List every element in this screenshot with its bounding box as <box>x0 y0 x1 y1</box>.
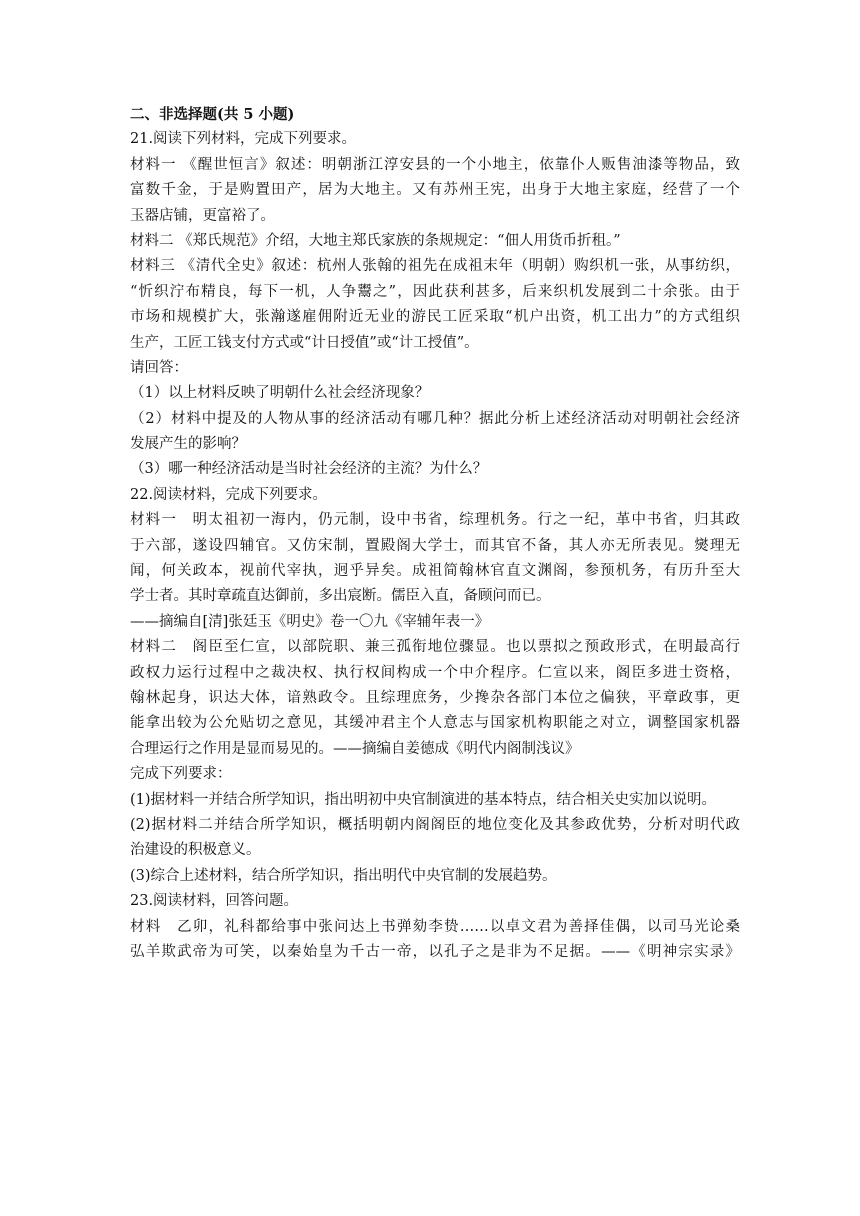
sub-question-1: (1)据材料一并结合所学知识，指出明初中央官制演进的基本特点，结合相关史实加以说明。 <box>130 791 717 808</box>
sub-question-3: (3)综合上述材料，结合所学知识，指出明代中央官制的发展趋势。 <box>130 867 557 884</box>
text-line: 能拿出较为公允贴切之意见，其缓冲君主个人意志与国家机构职能之对立，调整国家机器 <box>130 715 740 732</box>
answer-prompt: 请回答： <box>130 359 188 376</box>
text-line: 学士者。其时章疏直达御前，多出宸断。儒臣入直，备顾问而已。 <box>130 588 551 605</box>
text-line: 政权力运行过程中之裁决权、执行权间构成一个中介程序。仁宣以来，阁臣多进士资格， <box>130 664 740 681</box>
text-line: 闻，何关政本，视前代宰执，迥乎异矣。成祖简翰林官直文渊阁，参预机务，有历升至大 <box>130 563 740 580</box>
text-line: 弘羊欺武帝为可笑，以秦始皇为千古一帝，以孔子之是非为不足据。——《明神宗实录》 <box>130 943 740 960</box>
text-line: 于六部，遂设四辅官。又仿宋制，置殿阁大学士，而其官不备，其人亦无所表见。爕理无 <box>130 537 740 554</box>
text-line: 材料一 明太祖初一海内，仍元制，设中书省，综理机务。行之一纪，革中书省，归其政 <box>130 512 740 529</box>
text-line: （2）材料中提及的人物从事的经济活动有哪几种？据此分析上述经济活动对明朝社会经济 <box>130 410 740 427</box>
question-23 <box>130 889 740 965</box>
material-1 <box>130 508 740 610</box>
question-stem: 23.阅读材料，回答问题。 <box>130 893 299 910</box>
text-line: “忻织泞布精良，每下一机，人争鬻之”，因此获利甚多，后来织机发展到二十余张。由于 <box>130 283 740 300</box>
sub-question-1: （1）以上材料反映了明朝什么社会经济现象？ <box>130 385 430 402</box>
material-2 <box>130 635 740 762</box>
text-line: 富数千金，于是购置田产，居为大地主。又有苏州王宪，出身于大地主家庭，经营了一个 <box>130 182 740 199</box>
material-2: 材料二 《郑氏规范》介绍，大地主郑氏家族的条规规定：“佃人用货币折租。” <box>130 232 621 249</box>
text-line: 市场和规模扩大，张瀚遂雇佣附近无业的游民工匠采取“机户出资，机工出力”的方式组织 <box>130 309 740 326</box>
exam-page <box>130 102 740 965</box>
sub-question-2 <box>130 813 740 864</box>
text-line: 材料 乙卯，礼科都给事中张问达上书弹劾李贽……以卓文君为善择佳偶，以司马光论桑 <box>130 918 740 935</box>
text-line: 材料二 阁臣至仁宣，以部院职、兼三孤衔地位骤显。也以票拟之预政形式，在明最高行 <box>130 639 740 656</box>
text-line: 材料三 《清代全史》叙述：杭州人张翰的祖先在成祖末年（明朝）购织机一张，从事纺织， <box>130 258 740 275</box>
sub-question-3: （3）哪一种经济活动是当时社会经济的主流？为什么？ <box>130 461 488 478</box>
text-line: 治建设的积极意义。 <box>130 842 261 859</box>
question-stem: 21.阅读下列材料，完成下列要求。 <box>130 131 357 148</box>
text-line: 翰林起身，识达大体，谙熟政令。且综理庶务，少搀杂各部门本位之偏狭，平章政事，更 <box>130 689 740 706</box>
text-line: 玉器店铺，更富裕了。 <box>130 207 275 224</box>
section-title: 二、非选择题(共 5 小题) <box>130 106 295 123</box>
text-line: 合理运行之作用是显而易见的。——摘编自姜德成《明代内阁制浅议》 <box>130 740 580 757</box>
sub-question-2 <box>130 407 740 458</box>
material-3 <box>130 254 740 356</box>
question-stem: 22.阅读材料，完成下列要求。 <box>130 486 328 503</box>
question-22 <box>130 483 740 889</box>
text-line: 生产，工匠工钱支付方式或“计日授值”或“计工授值”。 <box>130 334 479 351</box>
material <box>130 915 740 966</box>
text-line: (2)据材料二并结合所学知识，概括明朝内阁阁臣的地位变化及其参政优势，分析对明代政 <box>130 816 740 833</box>
material-1 <box>130 153 740 229</box>
text-line: 材料一 《醒世恒言》叙述：明朝浙江淳安县的一个小地主，依靠仆人贩售油漆等物品，致 <box>130 156 740 173</box>
text-line: 发展产生的影响？ <box>130 436 246 453</box>
question-21 <box>130 127 740 482</box>
material-source: ——摘编自[清]张廷玉《明史》卷一〇九《宰辅年表一》 <box>130 613 490 630</box>
answer-prompt: 完成下列要求： <box>130 766 232 783</box>
